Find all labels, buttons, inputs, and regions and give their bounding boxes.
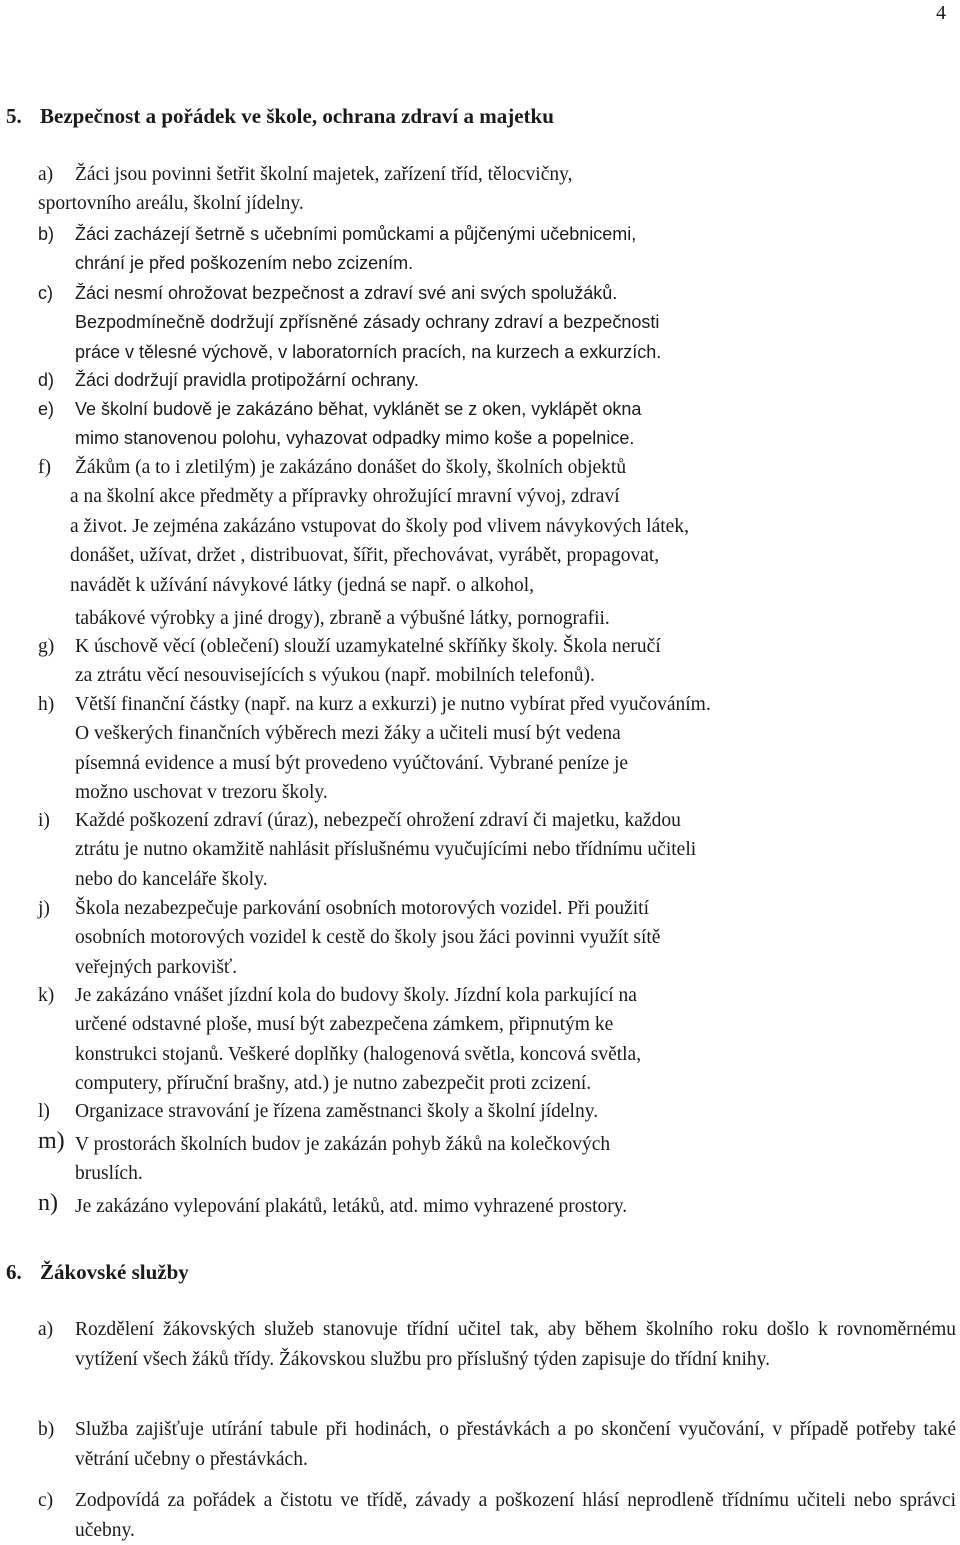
item-line: Žáci nesmí ohrožovat bezpečnost a zdraví své ani svých spolužáků. bbox=[75, 283, 618, 303]
item-line: chrání je před poškozením nebo zcizením. bbox=[75, 253, 414, 274]
list-item-j bbox=[38, 894, 956, 982]
item-label: b) bbox=[38, 1419, 55, 1440]
item-line: tabákové výrobky a jiné drogy), zbraně a výbušné látky, pornografii. bbox=[75, 608, 610, 630]
section-5-heading bbox=[6, 101, 554, 131]
item-line: možno uschovat v trezoru školy. bbox=[75, 782, 328, 804]
item-label: k) bbox=[38, 985, 55, 1006]
list-item-d bbox=[38, 366, 956, 395]
service-item-a bbox=[38, 1315, 956, 1374]
section-title: Bezpečnost a pořádek ve škole, ochrana zdraví a majetku bbox=[40, 104, 554, 128]
item-label: c) bbox=[38, 1490, 54, 1511]
item-line: navádět k užívání návykové látky (jedná se např. o alkohol, bbox=[70, 574, 535, 596]
item-line: computery, příruční brašny, atd.) je nutno zabezpečit proti zcizení. bbox=[75, 1073, 592, 1095]
item-line: Žáci zacházejí šetrně s učebními pomůckami a půjčenými učebnicemi, bbox=[75, 224, 637, 244]
item-label: a) bbox=[38, 164, 54, 185]
list-item-l bbox=[38, 1097, 956, 1126]
item-line: Ve školní budově je zakázáno běhat, vyklánět se z oken, vyklápět okna bbox=[75, 399, 642, 419]
item-label: a) bbox=[38, 1319, 54, 1340]
item-line: písemná evidence a musí být provedeno vyúčtování. Vybrané peníze je bbox=[75, 752, 629, 774]
item-line: veřejných parkovišť. bbox=[75, 956, 238, 978]
item-label: c) bbox=[38, 283, 53, 303]
service-item-b bbox=[38, 1415, 956, 1474]
item-line: donášet, užívat, držet , distribuovat, šířit, přechovávat, vyrábět, propagovat, bbox=[70, 545, 660, 567]
item-line: Je zakázáno vylepování plakátů, letáků, atd. mimo vyhrazené prostory. bbox=[75, 1196, 628, 1217]
section-6-heading bbox=[6, 1257, 189, 1287]
item-line: Organizace stravování je řízena zaměstnanci školy a školní jídelny. bbox=[75, 1101, 599, 1122]
item-label: n) bbox=[38, 1190, 58, 1216]
list-item-a bbox=[38, 160, 956, 219]
service-item-c bbox=[38, 1486, 956, 1545]
page-number: 4 bbox=[936, 2, 946, 24]
item-label: m) bbox=[38, 1128, 65, 1154]
list-item-i bbox=[38, 806, 956, 894]
item-label: e) bbox=[38, 399, 55, 419]
item-label: b) bbox=[38, 224, 55, 244]
item-line: bruslích. bbox=[75, 1163, 143, 1185]
item-line: O veškerých finančních výběrech mezi žáky a učiteli musí být vedena bbox=[75, 723, 621, 745]
list-item-e bbox=[38, 395, 956, 454]
item-line: ztrátu je nutno okamžitě nahlásit příslušnému vyučujícími nebo třídnímu učiteli bbox=[75, 839, 697, 861]
item-line: Žákům (a to i zletilým) je zakázáno donášet do školy, školních objektů bbox=[75, 457, 627, 478]
item-label: l) bbox=[38, 1101, 50, 1122]
item-line: Škola nezabezpečuje parkování osobních motorových vozidel. Při použití bbox=[75, 898, 650, 919]
item-line: a na školní akce předměty a přípravky ohrožující mravní vývoj, zdraví bbox=[70, 486, 620, 508]
item-text: Rozdělení žákovských služeb stanovuje třídní učitel tak, aby během školního roku došlo k rovnoměrnému vytížení všech žáků třídy. Žákovskou službu pro příslušný týden zapisuje do třídní knihy. bbox=[75, 1319, 956, 1370]
item-line: sportovního areálu, školní jídelny. bbox=[38, 193, 304, 215]
section-title: Žákovské služby bbox=[40, 1260, 189, 1284]
item-line: konstrukci stojanů. Veškeré doplňky (halogenová světla, koncová světla, bbox=[75, 1043, 642, 1065]
item-label: f) bbox=[38, 457, 51, 478]
item-label: d) bbox=[38, 370, 55, 390]
item-line: Každé poškození zdraví (úraz), nebezpečí ohrožení zdraví či majetku, každou bbox=[75, 810, 681, 831]
item-line: K úschově věcí (oblečení) slouží uzamykatelné skříňky školy. Škola neručí bbox=[75, 636, 661, 657]
list-item-f bbox=[38, 453, 956, 633]
list-item-g bbox=[38, 632, 956, 691]
list-item-h bbox=[38, 690, 956, 808]
list-item-b bbox=[38, 220, 956, 279]
item-line: Je zakázáno vnášet jízdní kola do budovy školy. Jízdní kola parkující na bbox=[75, 985, 637, 1006]
section-number: 6. bbox=[6, 1260, 22, 1284]
item-label: i) bbox=[38, 810, 50, 831]
list-item-c bbox=[38, 279, 956, 367]
list-item-m bbox=[38, 1130, 956, 1189]
item-line: práce v tělesné výchově, v laboratorních pracích, na kurzech a exkurzích. bbox=[75, 341, 662, 362]
list-item-n bbox=[38, 1192, 956, 1221]
item-line: Větší finanční částky (např. na kurz a exkurzi) je nutno vybírat před vyučováním. bbox=[75, 694, 711, 715]
item-line: a život. Je zejména zakázáno vstupovat do školy pod vlivem návykových látek, bbox=[70, 515, 689, 537]
item-line: Žáci dodržují pravidla protipožární ochrany. bbox=[75, 370, 419, 390]
item-line: za ztrátu věcí nesouvisejících s výukou (např. mobilních telefonů). bbox=[75, 665, 595, 687]
item-line: Žáci jsou povinni šetřit školní majetek, zařízení tříd, tělocvičny, bbox=[75, 164, 573, 185]
list-item-k bbox=[38, 981, 956, 1099]
item-label: g) bbox=[38, 636, 55, 657]
item-line: určené odstavné ploše, musí být zabezpečena zámkem, připnutým ke bbox=[75, 1014, 614, 1036]
item-text: Zodpovídá za pořádek a čistotu ve třídě, závady a poškození hlásí neprodleně třídnímu učiteli nebo správci učebny. bbox=[75, 1490, 956, 1541]
item-label: h) bbox=[38, 694, 55, 715]
item-line: mimo stanovenou polohu, vyhazovat odpadky mimo koše a popelnice. bbox=[75, 428, 635, 449]
item-line: osobních motorových vozidel k cestě do školy jsou žáci povinni využít sítě bbox=[75, 927, 661, 949]
item-line: nebo do kanceláře školy. bbox=[75, 868, 268, 890]
item-line: Bezpodmínečně dodržují zpřísněné zásady ochrany zdraví a bezpečnosti bbox=[75, 312, 660, 333]
section-number: 5. bbox=[6, 104, 22, 128]
item-text: Služba zajišťuje utírání tabule při hodinách, o přestávkách a po skončení vyučování, v případě potřeby také větrání učebny o přestávkách. bbox=[75, 1419, 956, 1470]
item-label: j) bbox=[38, 898, 50, 919]
item-line: V prostorách školních budov je zakázán pohyb žáků na kolečkových bbox=[75, 1134, 611, 1155]
